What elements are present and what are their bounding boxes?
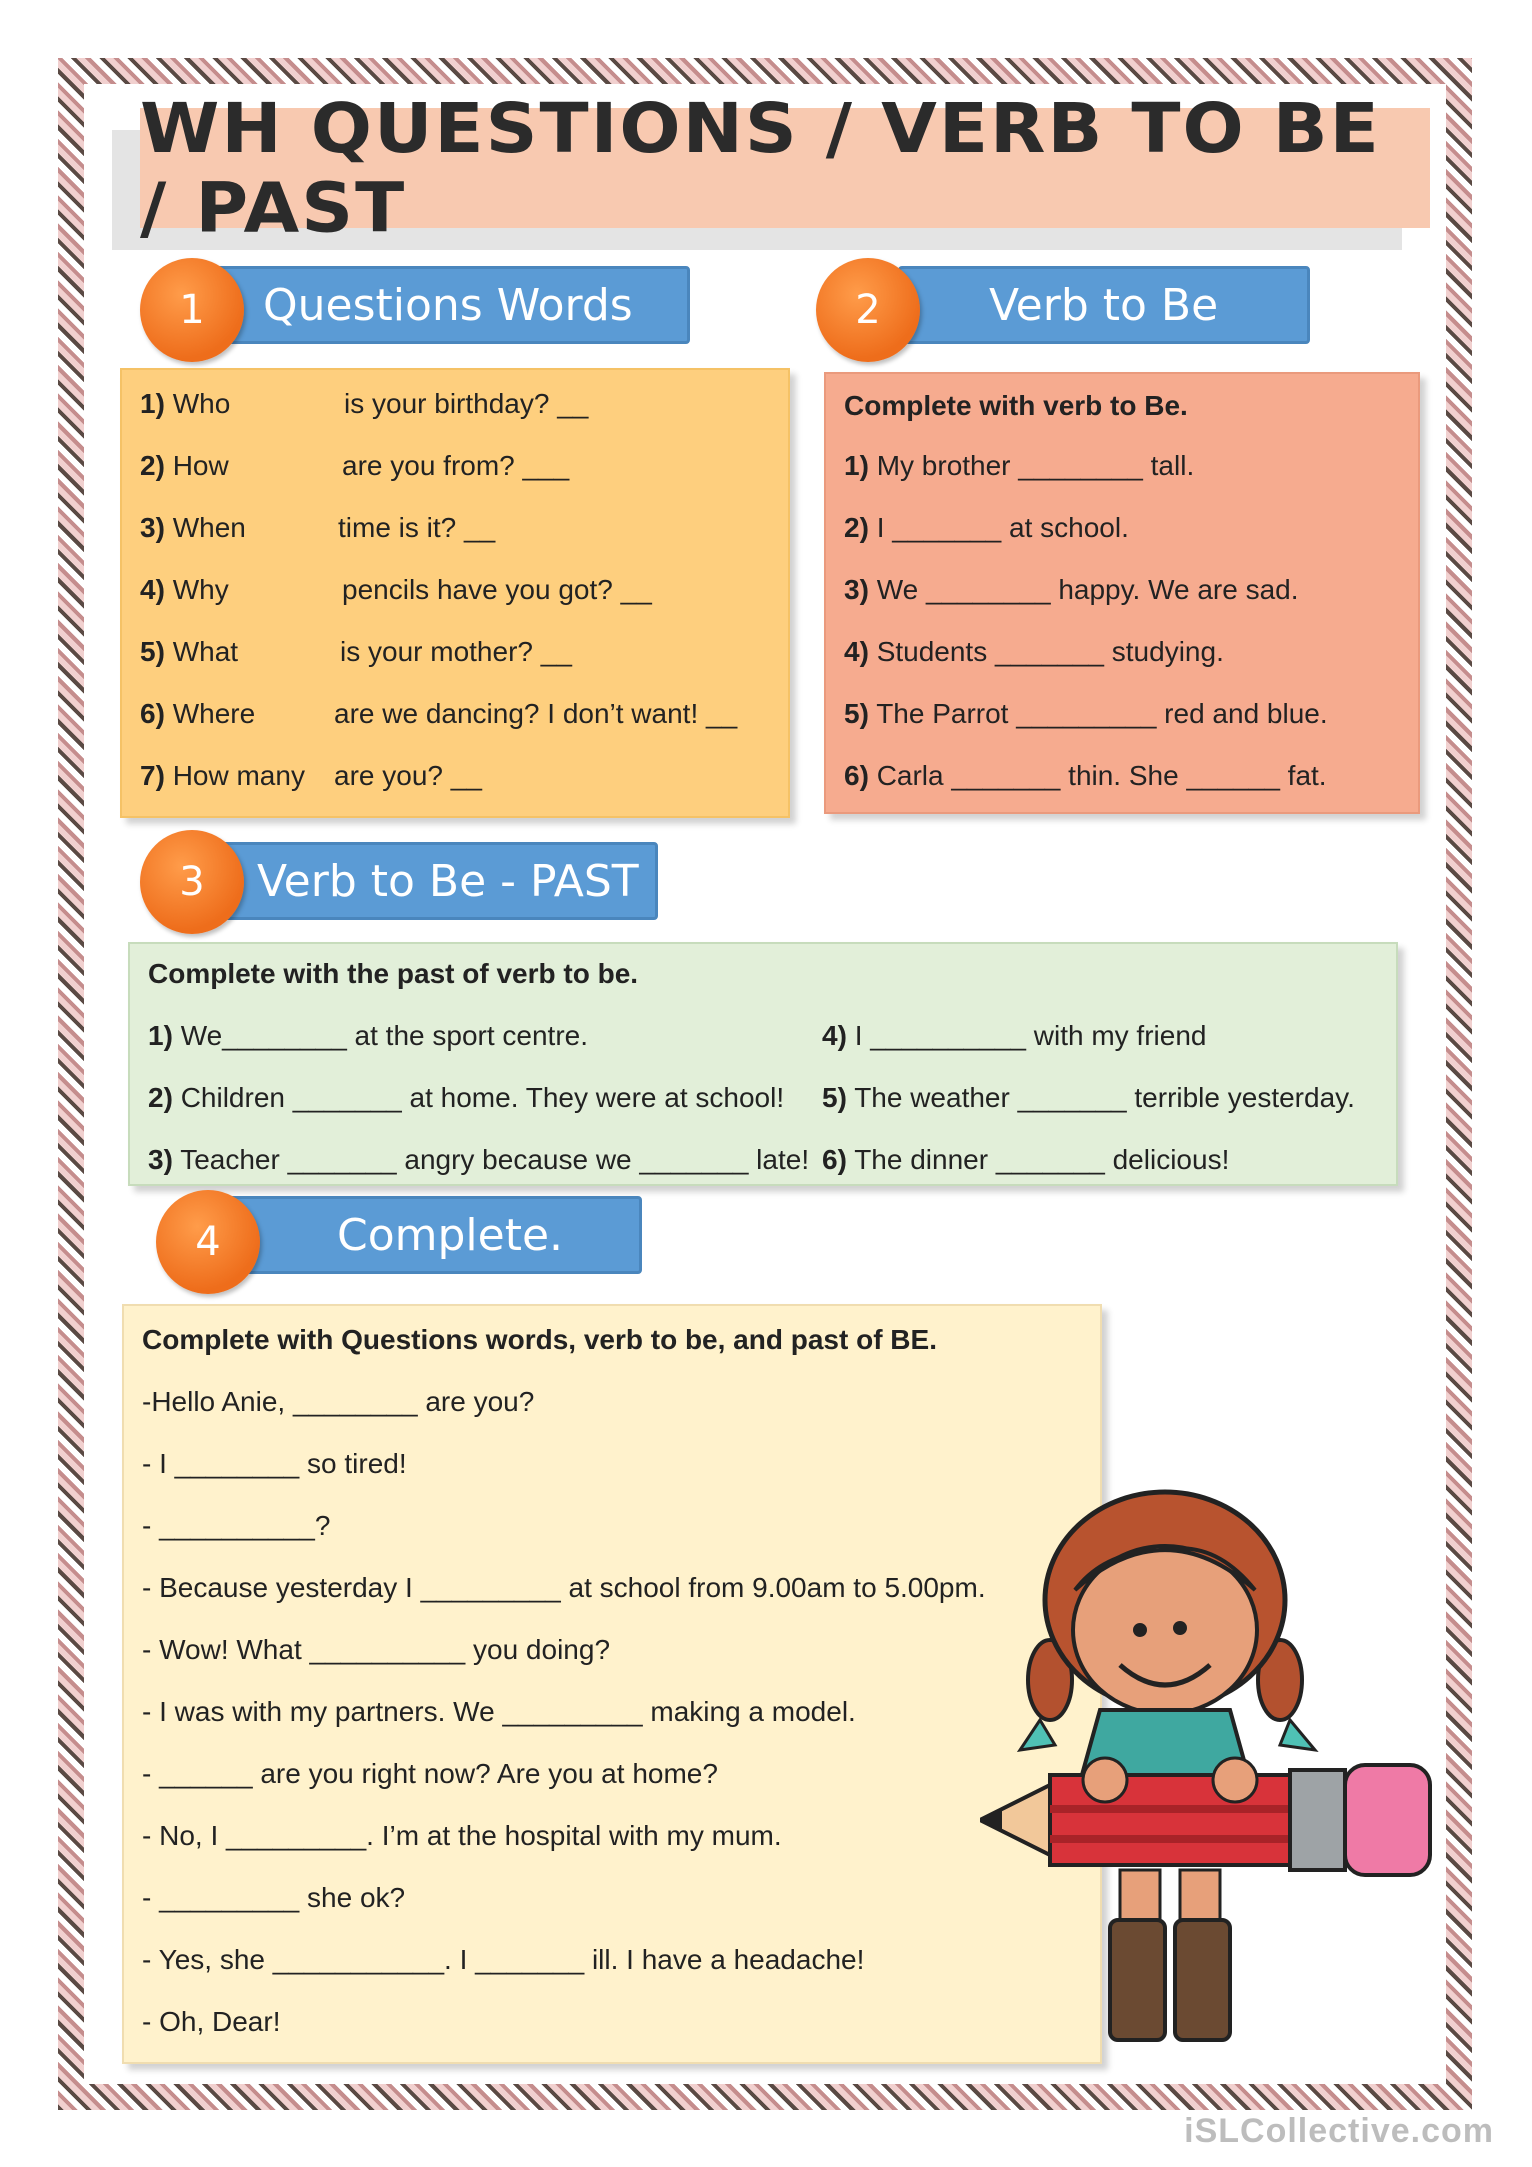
dialogue-line: - Oh, Dear! [142,2006,281,2037]
section-2-tab [898,266,1310,344]
dialogue-line: - I ________ so tired! [142,1448,407,1479]
list-item: 5) The weather _______ terrible yesterday. [822,1082,1355,1113]
section-3-number: 3 [179,859,205,905]
list-item: 6) Carla _______ thin. She ______ fat. [844,760,1327,791]
list-item-phrase: is your birthday? __ [344,388,589,419]
list-item: 5) The Parrot _________ red and blue. [844,698,1328,729]
list-item: 4) I __________ with my friend [822,1020,1207,1051]
list-item-phrase: is your mother? __ [340,636,572,667]
section-4-tab [228,1196,642,1274]
title-banner [140,88,1430,248]
section-2-badge [816,258,920,362]
section-2-number: 2 [855,287,881,333]
list-item: 7) How many [140,760,305,791]
list-item-phrase: are you from? ___ [342,450,570,481]
complete-panel [122,1304,1102,2064]
girl-with-pencil-illustration [980,1480,1440,2060]
dialogue-line: - ______ are you right now? Are you at home? [142,1758,718,1789]
list-item: 3) Teacher _______ angry because we _______ late! [148,1144,810,1175]
list-item: 3) When [140,512,246,543]
dialogue-line: - __________? [142,1510,331,1541]
section-3-label: Verb to Be - PAST [257,855,639,907]
list-item-phrase: time is it? __ [338,512,496,543]
section-1-tab [212,266,690,344]
section-1-label: Questions Words [263,279,633,331]
list-item: 6) Where [140,698,256,729]
dialogue-line: -Hello Anie, ________ are you? [142,1386,535,1417]
panel-instruction: Complete with the past of verb to be. [148,958,639,989]
questions-words-panel [120,368,790,818]
list-item: 5) What [140,636,239,667]
dialogue-line: - Because yesterday I _________ at school from 9.00am to 5.00pm. [142,1572,986,1603]
section-3-tab [204,842,658,920]
section-3-badge [140,830,244,934]
list-item-phrase: are you? __ [334,760,482,791]
panel-instruction: Complete with verb to Be. [844,390,1188,421]
section-2-label: Verb to Be [989,279,1219,331]
list-item: 2) Children _______ at home. They were at school! [148,1082,785,1113]
dialogue-line: - _________ she ok? [142,1882,406,1913]
list-item-phrase: are we dancing? I don’t want! __ [334,698,738,729]
list-item: 4) Students _______ studying. [844,636,1224,667]
list-item: 6) The dinner _______ delicious! [822,1144,1230,1175]
list-item: 1) We________ at the sport centre. [148,1020,588,1051]
list-item: 1) My brother ________ tall. [844,450,1195,481]
section-1-number: 1 [179,287,205,333]
list-item-phrase: pencils have you got? __ [342,574,652,605]
list-item: 4) Why [140,574,229,605]
verb-past-panel [128,942,1398,1186]
list-item: 2) How [140,450,229,481]
list-item: 3) We ________ happy. We are sad. [844,574,1299,605]
watermark: iSLCollective.com [1184,2112,1494,2150]
page-title: WH QUESTIONS / VERB TO BE / PAST [140,88,1381,248]
dialogue-line: - No, I _________. I’m at the hospital with my mum. [142,1820,782,1851]
dialogue-line: - Yes, she ___________. I _______ ill. I have a headache! [142,1944,865,1975]
list-item: 2) I _______ at school. [844,512,1129,543]
section-4-label: Complete. [337,1209,564,1261]
verb-to-be-panel [824,372,1420,814]
section-4-number: 4 [195,1219,221,1265]
dialogue-line: - I was with my partners. We _________ making a model. [142,1696,856,1727]
list-item: 1) Who [140,388,231,419]
section-1-badge [140,258,244,362]
dialogue-line: - Wow! What __________ you doing? [142,1634,611,1665]
panel-instruction: Complete with Questions words, verb to be, and past of BE. [142,1324,937,1355]
section-4-badge [156,1190,260,1294]
